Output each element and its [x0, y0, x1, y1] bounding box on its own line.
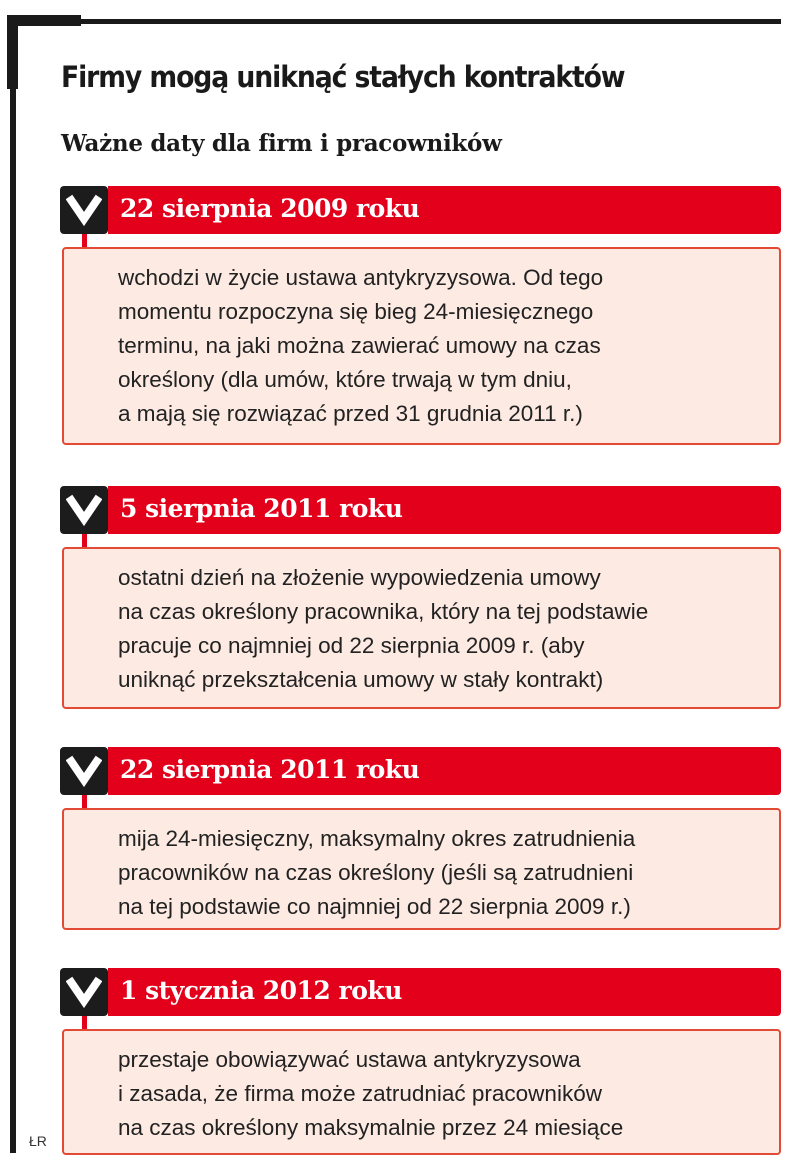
entry-text-line: a mają się rozwiązać przed 31 grudnia 2011 r.): [118, 401, 583, 426]
chevron-down-icon: [60, 486, 108, 534]
entry-header: [60, 486, 781, 534]
entry-header: [60, 968, 781, 1016]
entry-header: [60, 747, 781, 795]
connector-stem: [82, 534, 87, 548]
entry-text-line: ostatni dzień na złożenie wypowiedzenia umowy: [118, 565, 601, 590]
entry-text-line: na czas określony maksymalnie przez 24 miesiące: [118, 1115, 624, 1140]
entry-text-line: pracowników na czas określony (jeśli są zatrudnieni: [118, 860, 634, 885]
entry-text-line: mija 24-miesięczny, maksymalny okres zatrudnienia: [118, 826, 636, 851]
entry-date: 5 sierpnia 2011 roku: [120, 494, 403, 523]
connector-stem: [82, 234, 87, 248]
entry-text-line: pracuje co najmniej od 22 sierpnia 2009 r. (aby: [118, 633, 585, 658]
author-credit: ŁR: [29, 1133, 47, 1149]
chevron-down-icon: [60, 747, 108, 795]
entry-text-line: terminu, na jaki można zawierać umowy na czas: [118, 333, 601, 358]
entry-description: [62, 547, 781, 709]
connector-stem: [82, 795, 87, 809]
entry-text-line: na czas określony pracownika, który na tej podstawie: [118, 599, 649, 624]
page-title: Firmy mogą uniknąć stałych kontraktów: [61, 60, 625, 94]
entry-text-line: uniknąć przekształcenia umowy w stały kontrakt): [118, 667, 604, 692]
entry-text-line: przestaje obowiązywać ustawa antykryzysowa: [118, 1047, 581, 1072]
entry-description: [62, 247, 781, 445]
entry-date: 22 sierpnia 2009 roku: [120, 194, 420, 223]
frame-top-line: [7, 19, 781, 24]
entry-text-line: wchodzi w życie ustawa antykryzysowa. Od tego: [118, 265, 604, 290]
entry-text-line: na tej podstawie co najmniej od 22 sierpnia 2009 r.): [118, 894, 631, 919]
chevron-down-icon: [60, 186, 108, 234]
entry-date: 1 stycznia 2012 roku: [120, 976, 402, 1005]
entry-description: [62, 1029, 781, 1155]
entry-text-line: momentu rozpoczyna się bieg 24-miesięcznego: [118, 299, 594, 324]
chevron-down-icon: [60, 968, 108, 1016]
entry-header: [60, 186, 781, 234]
entry-text-line: i zasada, że firma może zatrudniać pracowników: [118, 1081, 602, 1106]
entry-text-line: określony (dla umów, które trwają w tym dniu,: [118, 367, 572, 392]
page-subtitle: Ważne daty dla firm i pracowników: [61, 130, 502, 157]
entry-date: 22 sierpnia 2011 roku: [120, 755, 420, 784]
connector-stem: [82, 1016, 87, 1030]
entry-description: [62, 808, 781, 930]
frame-vertical-line: [10, 15, 16, 1153]
